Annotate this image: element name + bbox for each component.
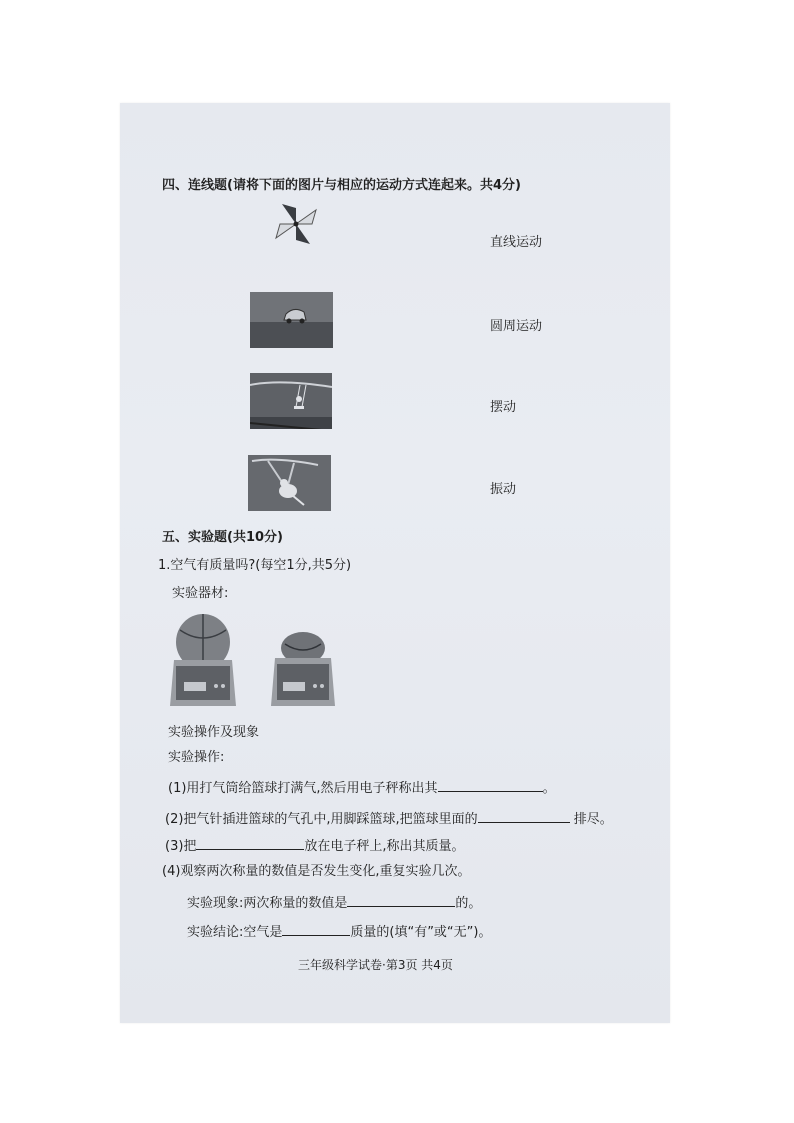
question1-title: 1.空气有质量吗?(每空1分,共5分) bbox=[158, 558, 352, 573]
phenomenon-text: 实验现象:两次称量的数值是 bbox=[187, 896, 348, 911]
step-3-end: 放在电子秤上,称出其质量。 bbox=[304, 839, 465, 854]
materials-label: 实验器材: bbox=[172, 586, 229, 601]
blank-4[interactable] bbox=[347, 894, 455, 907]
deflated-ball-on-scale bbox=[271, 628, 335, 710]
operation-label: 实验操作: bbox=[168, 750, 225, 765]
step-2-end: 排尽。 bbox=[573, 812, 613, 827]
swing-photo bbox=[250, 373, 332, 429]
conclusion-end: 质量的(填“有”或“无”)。 bbox=[350, 925, 492, 940]
page-footer: 三年级科学试卷·第3页 共4页 bbox=[298, 958, 453, 972]
step-1 bbox=[168, 779, 556, 797]
blank-3[interactable] bbox=[196, 837, 304, 850]
monkey-photo bbox=[248, 455, 331, 511]
blank-1[interactable] bbox=[438, 779, 543, 792]
step-3 bbox=[165, 837, 465, 855]
section5-title: 五、实验题(共10分) bbox=[162, 530, 283, 545]
step-1-text: (1)用打气筒给篮球打满气,然后用电子秤称出其 bbox=[168, 781, 438, 796]
step-4: (4)观察两次称量的数值是否发生变化,重复实验几次。 bbox=[162, 864, 471, 879]
operation-heading: 实验操作及现象 bbox=[168, 725, 260, 740]
phenomenon-end: 的。 bbox=[455, 896, 482, 911]
pinwheel-icon bbox=[272, 200, 320, 248]
option-linear-motion[interactable]: 直线运动 bbox=[490, 235, 543, 250]
step-3-text: (3)把 bbox=[165, 839, 197, 854]
conclusion bbox=[187, 923, 491, 941]
blank-5[interactable] bbox=[282, 923, 350, 936]
step-1-end: 。 bbox=[542, 781, 556, 796]
phenomenon bbox=[187, 894, 481, 912]
step-2 bbox=[165, 810, 613, 828]
conclusion-text: 实验结论:空气是 bbox=[187, 925, 283, 940]
basketball-on-scale bbox=[170, 612, 236, 710]
section4-title: 四、连线题(请将下面的图片与相应的运动方式连起来。共4分) bbox=[162, 178, 521, 193]
car-photo bbox=[250, 292, 333, 348]
option-circular-motion[interactable]: 圆周运动 bbox=[490, 319, 543, 334]
blank-2[interactable] bbox=[478, 810, 570, 823]
option-vibration[interactable]: 振动 bbox=[490, 482, 517, 497]
option-swinging[interactable]: 摆动 bbox=[490, 400, 517, 415]
step-2-text: (2)把气针插进篮球的气孔中,用脚踩篮球,把篮球里面的 bbox=[165, 812, 478, 827]
